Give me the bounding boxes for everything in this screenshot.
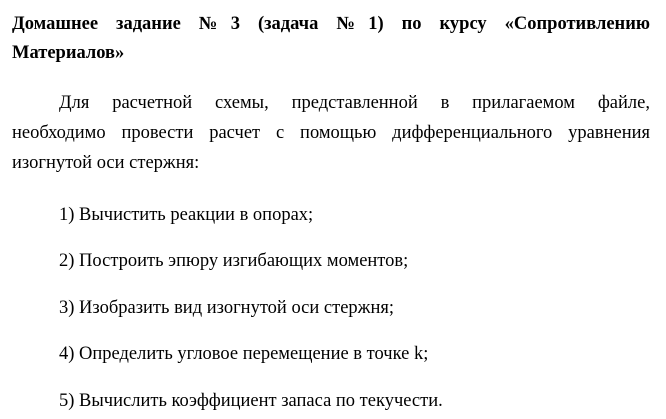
paragraph-line-2: необходимо провести расчет с помощью дифференциального уравнения — [12, 123, 650, 143]
title-line-1: Домашнее задание №3 (задача №1) по курсу «Сопротивлению — [12, 14, 650, 34]
document-page — [12, 0, 650, 419]
title-line-2: Материалов» — [12, 43, 125, 63]
task-item-3: 3) Изобразить вид изогнутой оси стержня; — [59, 298, 394, 318]
task-item-4: 4) Определить угловое перемещение в точке k; — [59, 344, 429, 364]
task-item-2: 2) Построить эпюру изгибающих моментов; — [59, 251, 409, 271]
task-item-5: 5) Вычислить коэффициент запаса по текучести. — [59, 391, 443, 411]
paragraph-line-3: изогнутой оси стержня: — [12, 153, 200, 173]
document-title — [12, 10, 650, 68]
task-item-1: 1) Вычистить реакции в опорах; — [59, 205, 314, 225]
intro-paragraph — [12, 88, 650, 178]
paragraph-line-1: Для расчетной схемы, представленной в прилагаемом файле, — [59, 93, 650, 113]
